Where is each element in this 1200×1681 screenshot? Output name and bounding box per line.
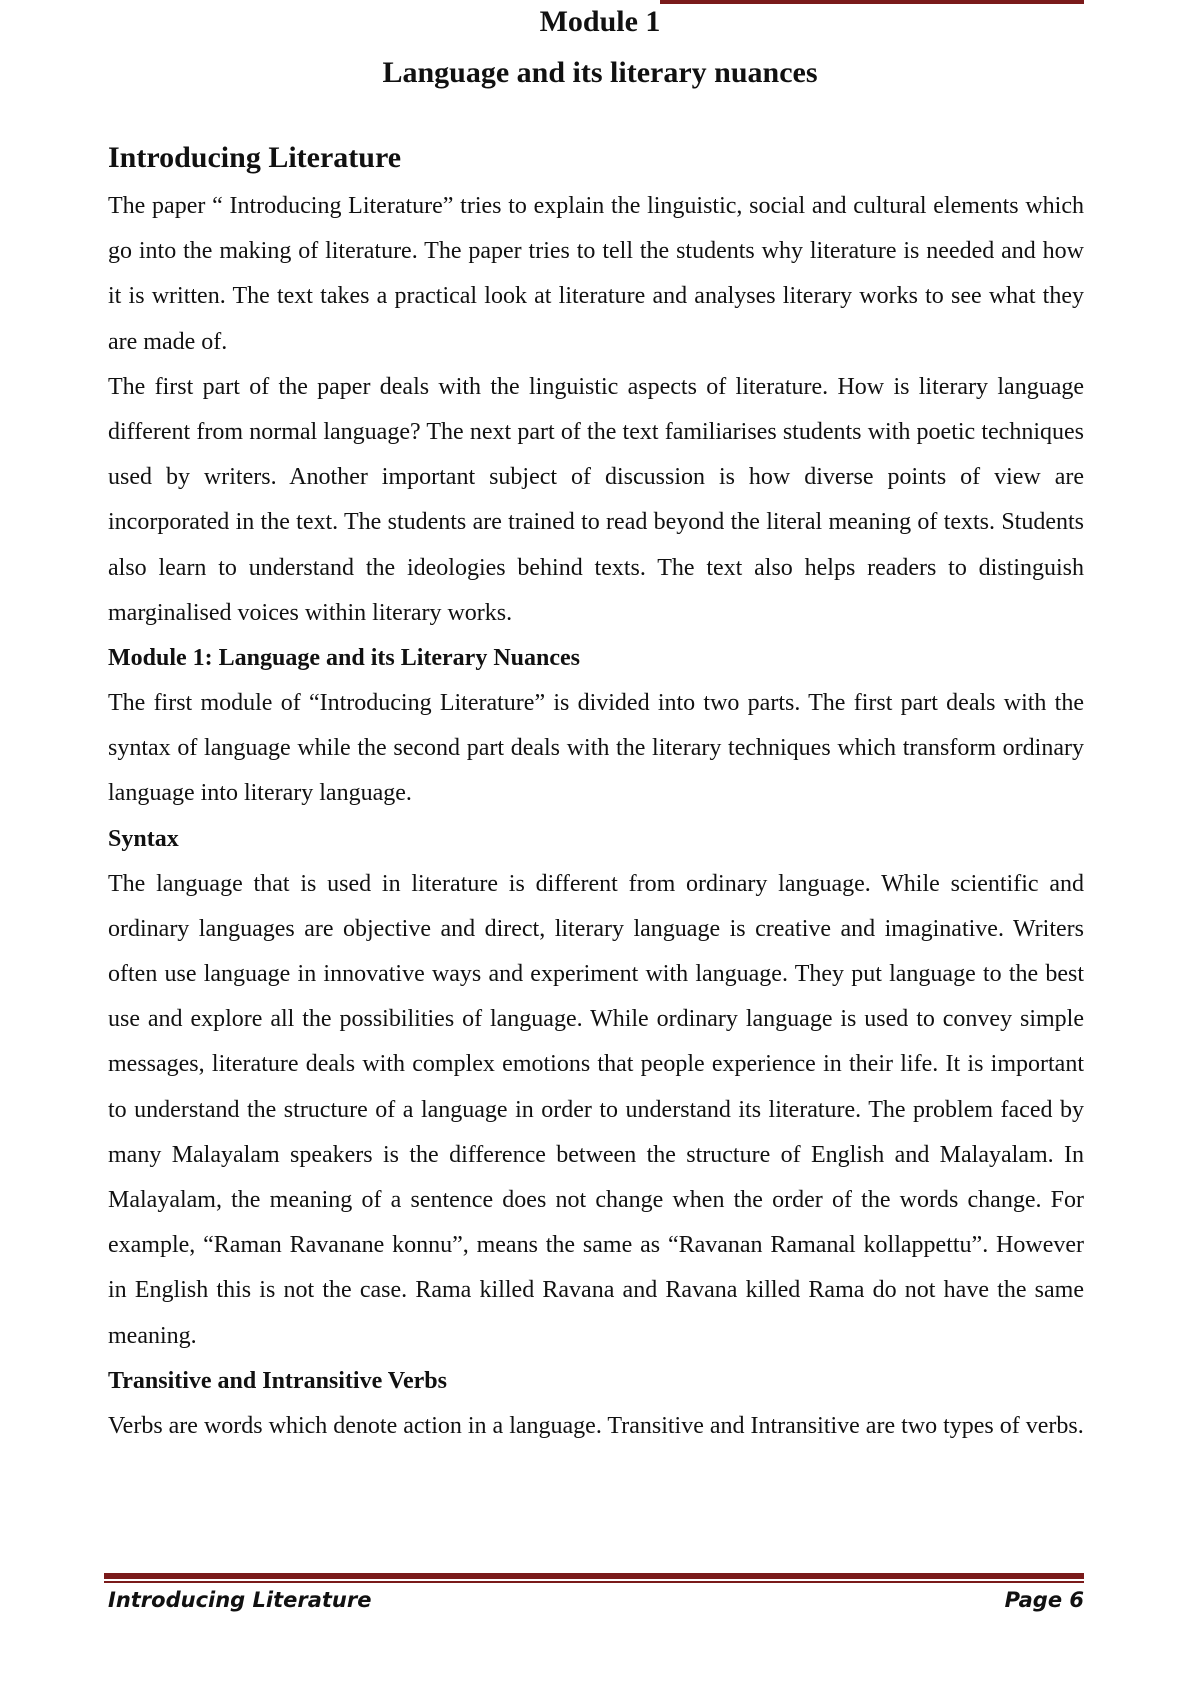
paragraph-intro-2: The first part of the paper deals with the linguistic aspects of literature. How is literary language different from normal language? The next part of the text familiarises students with poetic techniques used by writers. Another important subject of discussion is how diverse points of view are incorporated in the text. The students are trained to read beyond the literal meaning of texts. Students also learn to understand the ideologies behind texts. The text also helps readers to distinguish marginalised voices within literary works.: [108, 373, 1084, 626]
section-heading-module-1: Module 1: Language and its Literary Nuances: [108, 645, 581, 672]
module-title: Module 1: [539, 5, 661, 38]
section-heading-syntax: Syntax: [108, 825, 179, 852]
paragraph-module-1: The first module of “Introducing Literature” is divided into two parts. The first part deals with the syntax of language while the second part deals with the literary techniques which transform ordinary language into literary language.: [108, 690, 1084, 807]
section-heading-verbs: Transitive and Intransitive Verbs: [108, 1367, 447, 1394]
paragraph-verbs: Verbs are words which denote action in a language. Transitive and Intransitive are two types of verbs.: [108, 1412, 1084, 1439]
section-heading-introducing-literature: Introducing Literature: [108, 141, 402, 174]
footer-title: Introducing Literature: [108, 1588, 372, 1612]
page-body: [108, 138, 1084, 1449]
footer-rule: [104, 1573, 1084, 1579]
page-number: Page 6: [1004, 1588, 1084, 1612]
paragraph-intro-1: The paper “ Introducing Literature” tries to explain the linguistic, social and cultural elements which go into the making of literature. The paper tries to tell the students why literature is needed and how it is written. The text takes a practical look at literature and analyses literary works to see what they are made of.: [108, 193, 1084, 355]
module-subtitle: Language and its literary nuances: [382, 56, 818, 89]
footer-rule-thin: [104, 1581, 1084, 1583]
paragraph-syntax: The language that is used in literature is different from ordinary language. While scientific and ordinary languages are objective and direct, literary language is creative and imaginative. Writers often use language in innovative ways and experiment with language. They put language to the best use and explore all the possibilities of language. While ordinary language is used to convey simple messages, literature deals with complex emotions that people experience in their life. It is important to understand the structure of a language in order to understand its literature. The problem faced by many Malayalam speakers is the difference between the structure of English and Malayalam. In Malayalam, the meaning of a sentence does not change when the order of the words change. For example, “Raman Ravanane konnu”, means the same as “Ravanan Ramanal kollappettu”. However in English this is not the case. Rama killed Ravana and Ravana killed Rama do not have the same meaning.: [108, 870, 1084, 1349]
